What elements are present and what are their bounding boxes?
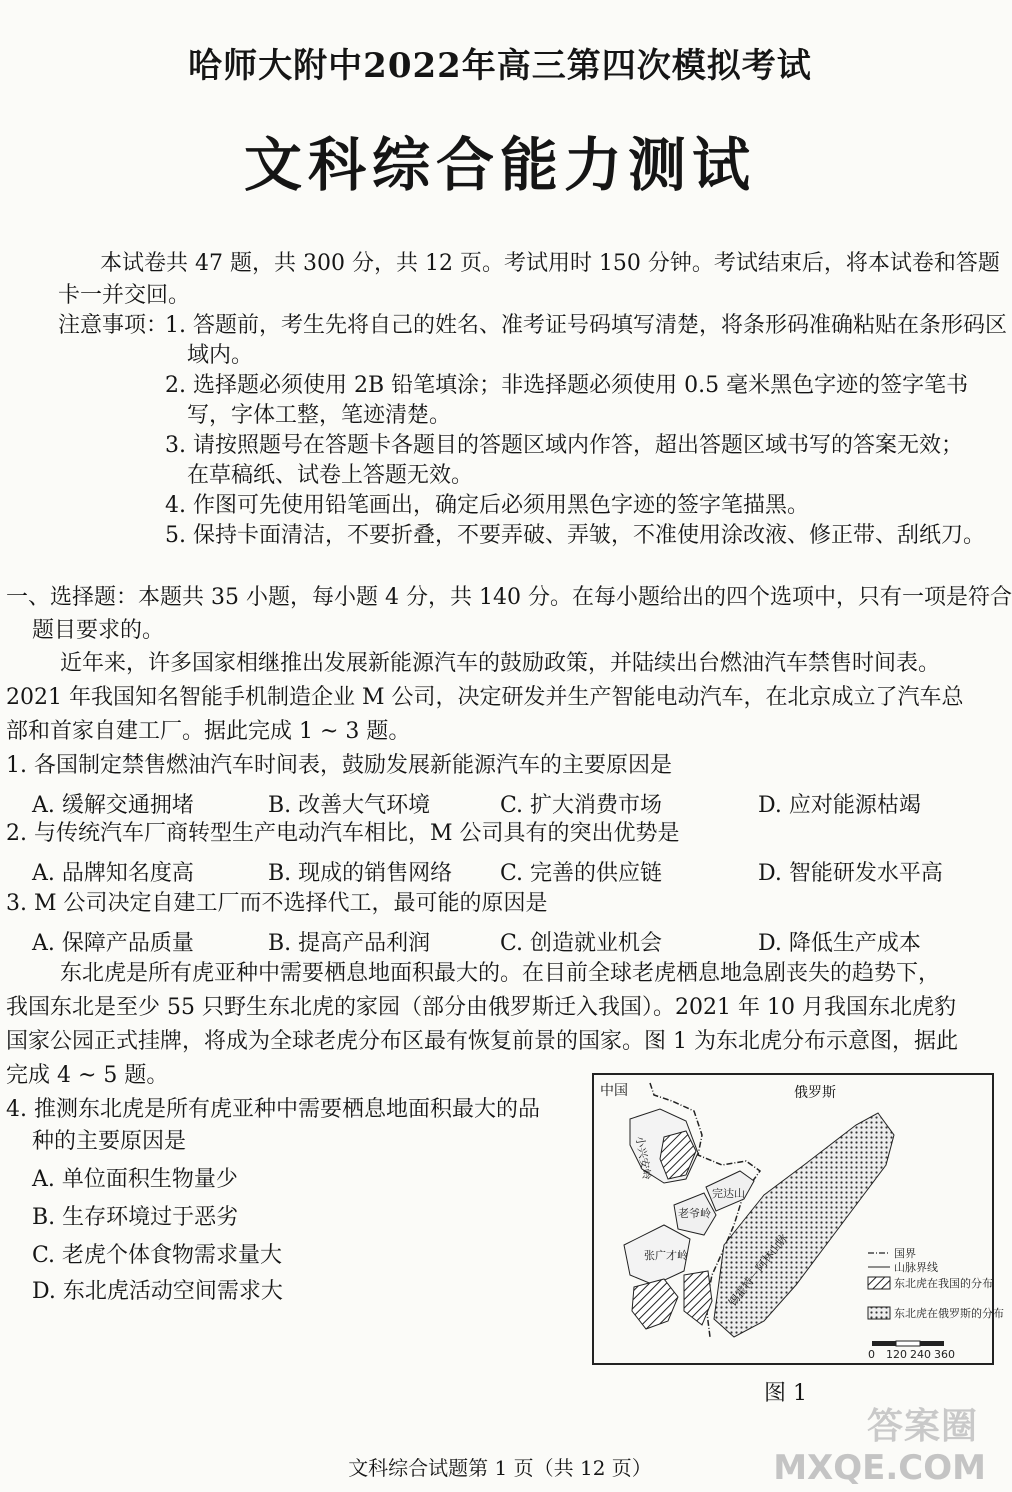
page-footer: 文科综合试题第 1 页（共 12 页） (348, 1456, 652, 1480)
subject-title: 文科综合能力测试 (243, 131, 756, 199)
q3-option-a: A. 保障产品质量 (32, 931, 194, 956)
map-legend (868, 1247, 1004, 1320)
note-3b: 在草稿纸、试卷上答题无效。 (187, 463, 474, 488)
note-1a: 1. 答题前，考生先将自己的姓名、准考证号码填写清楚，将条形码准确粘贴在条形码区 (165, 313, 1007, 338)
note-4: 4. 作图可先使用铅笔画出，确定后必须用黑色字迹的签字笔描黑。 (165, 493, 809, 518)
note-2a: 2. 选择题必须使用 2B 铅笔填涂；非选择题必须使用 0.5 毫米黑色字迹的签字笔书 (165, 373, 969, 398)
scale-0: 0 (868, 1348, 875, 1361)
passage1-line-3: 部和首家自建工厂。据此完成 1 ~ 3 题。 (6, 719, 411, 744)
q1-option-a: A. 缓解交通拥堵 (32, 793, 194, 818)
q4-option-c: C. 老虎个体食物需求量大 (32, 1243, 283, 1268)
tiger-distribution-map (592, 1073, 1004, 1365)
scale-seg-1 (872, 1341, 896, 1346)
figure-caption: 图 1 (764, 1381, 807, 1406)
q4-option-d: D. 东北虎活动空间需求大 (32, 1279, 283, 1304)
scale-bar (868, 1341, 955, 1361)
section-heading-2: 题目要求的。 (32, 618, 165, 643)
map-mtn-sikhote-alin: 锡霍特－阿林山脉 (726, 1231, 791, 1309)
q2-option-a: A. 品牌知名度高 (32, 861, 194, 886)
map-mtn-zhangguangcai: 张广才岭 (644, 1249, 688, 1262)
note-1b: 域内。 (187, 343, 254, 368)
map-label-russia: 俄罗斯 (794, 1085, 836, 1101)
passage2-line-2: 我国东北是至少 55 只野生东北虎的家园（部分由俄罗斯迁入我国）。2021 年 10 月我国东北虎豹 (6, 995, 956, 1020)
q2-option-c: C. 完善的供应链 (500, 861, 663, 886)
q4-stem-1: 4. 推测东北虎是所有虎亚种中需要栖息地面积最大的品 (6, 1097, 540, 1122)
passage2-line-3: 国家公园正式挂牌，将成为全球老虎分布区最有恢复前景的国家。图 1 为东北虎分布示意图，据此 (6, 1029, 958, 1054)
scale-240: 240 (910, 1348, 931, 1361)
scale-seg-3 (920, 1341, 944, 1346)
legend-ridge: 山脉界线 (894, 1261, 938, 1274)
passage1-line-1: 近年来，许多国家相继推出发展新能源汽车的鼓励政策，并陆续出台燃油汽车禁售时间表。 (60, 651, 941, 676)
q3-option-b: B. 提高产品利润 (268, 931, 431, 956)
q1-option-b: B. 改善大气环境 (268, 793, 431, 818)
map-label-china: 中国 (600, 1083, 628, 1099)
q1-option-c: C. 扩大消费市场 (500, 793, 663, 818)
q2-option-b: B. 现成的销售网络 (268, 861, 453, 886)
intro-line-2: 卡一并交回。 (58, 283, 191, 308)
scale-120: 120 (886, 1348, 907, 1361)
legend-ru-dist: 东北虎在俄罗斯的分布 (894, 1307, 1004, 1320)
q1-option-d: D. 应对能源枯竭 (758, 793, 921, 818)
map-mtn-laoyeling: 老爷岭 (678, 1207, 711, 1220)
map-svg (594, 1075, 1004, 1363)
legend-cn-dist: 东北虎在我国的分布 (894, 1277, 993, 1290)
intro-line-1: 本试卷共 47 题，共 300 分，共 12 页。考试用时 150 分钟。考试结束后，将本试卷和答题 (100, 251, 1000, 276)
q2-option-d: D. 智能研发水平高 (758, 861, 943, 886)
note-5: 5. 保持卡面清洁，不要折叠，不要弄破、弄皱，不准使用涂改液、修正带、刮纸刀。 (165, 523, 985, 548)
scale-360: 360 (934, 1348, 955, 1361)
q3-option-c: C. 创造就业机会 (500, 931, 663, 956)
russia-distribution (714, 1113, 894, 1337)
legend-ru-symbol (868, 1307, 890, 1319)
scale-seg-2 (896, 1341, 920, 1346)
q3-option-d: D. 降低生产成本 (758, 931, 921, 956)
map-mtn-lesser-khingan: 小兴安岭 (633, 1135, 654, 1181)
q4-option-b: B. 生存环境过于恶劣 (32, 1205, 239, 1230)
passage2-line-1: 东北虎是所有虎亚种中需要栖息地面积最大的。在目前全球老虎栖息地急剧丧失的趋势下， (60, 961, 941, 986)
q2-stem: 2. 与传统汽车厂商转型生产电动汽车相比，M 公司具有的突出优势是 (6, 821, 680, 846)
china-distribution-patch-2 (632, 1279, 678, 1329)
q1-stem: 1. 各国制定禁售燃油汽车时间表，鼓励发展新能源汽车的主要原因是 (6, 753, 672, 778)
q4-stem-2: 种的主要原因是 (32, 1129, 187, 1154)
notes-label: 注意事项： (58, 313, 169, 338)
exam-title: 哈师大附中2022年高三第四次模拟考试 (188, 46, 812, 86)
legend-cn-symbol (868, 1277, 890, 1289)
watermark-url: MXQE.COM (773, 1448, 986, 1488)
map-mtn-wandashan: 完达山 (712, 1187, 745, 1200)
section-heading: 一、选择题：本题共 35 小题，每小题 4 分，共 140 分。在每小题给出的四个选项中，只有一项是符合 (6, 585, 1012, 610)
note-2b: 写，字体工整，笔迹清楚。 (187, 403, 452, 428)
legend-border: 国界 (894, 1247, 916, 1260)
q4-option-a: A. 单位面积生物量少 (32, 1167, 238, 1192)
note-3a: 3. 请按照题号在答题卡各题目的答题区域内作答，超出答题区域书写的答案无效； (165, 433, 963, 458)
passage2-line-4: 完成 4 ~ 5 题。 (6, 1063, 169, 1088)
watermark-logo: 答案圈 (866, 1406, 978, 1447)
passage1-line-2: 2021 年我国知名智能手机制造企业 M 公司，决定研发并生产智能电动汽车，在北京成立了汽车总 (6, 685, 964, 710)
q3-stem: 3. M 公司决定自建工厂而不选择代工，最可能的原因是 (6, 891, 548, 916)
